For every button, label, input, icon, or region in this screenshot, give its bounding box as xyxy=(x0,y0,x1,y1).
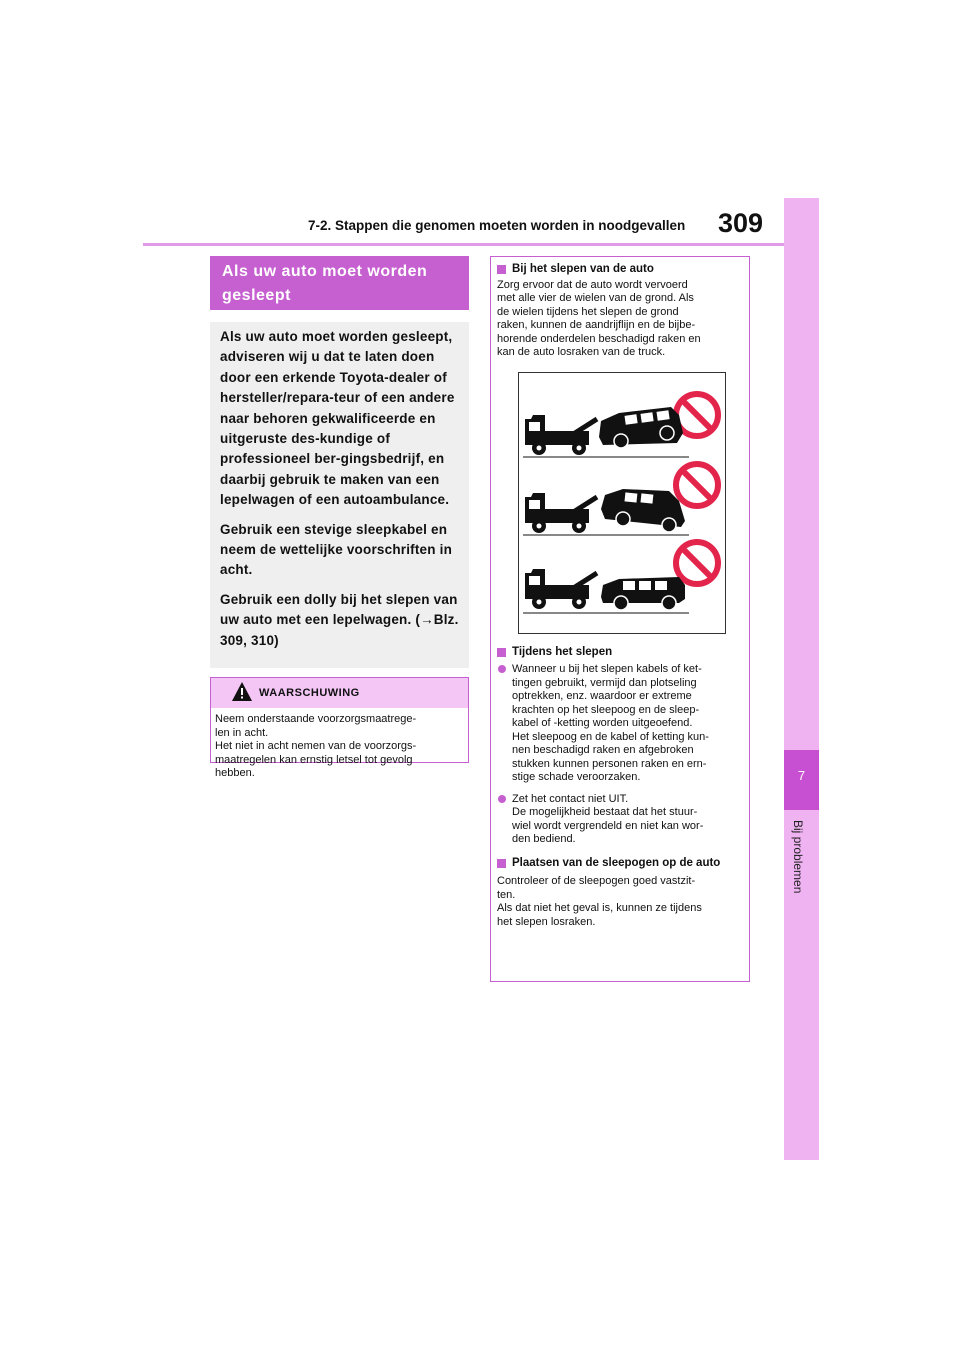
bullet-dot-icon xyxy=(498,795,506,803)
tow-truck-icon xyxy=(525,415,597,455)
list-item xyxy=(497,663,744,785)
section-heading: Als uw auto moet worden gesleept xyxy=(210,256,469,310)
intro-paragraph: Gebruik een stevige sleepkabel en neem de wettelijke voorschriften in acht. xyxy=(220,521,453,578)
tow-hooks-heading xyxy=(497,857,744,871)
warning-triangle-icon xyxy=(231,681,253,702)
towing-heading xyxy=(497,263,744,277)
chapter-label: Bij problemen xyxy=(791,820,805,894)
car-icon xyxy=(601,577,685,610)
tow-hooks-heading-text: Plaatsen van de sleepogen op de auto xyxy=(512,856,721,869)
list-item-text: Wanneer u bij het slepen kabels of ket- tingen gebruikt, vermijd dan plotseling optrekken, enz. waardoor er extreme krachten op het sleepoog en de sleep- kabel of -ketting worden uitgeoefend. Het sleepoog en de kabel of ketting kun- nen beschadigd raken en afgebroken stukken kunnen personen raken en ern- stige schade veroorzaken. xyxy=(512,663,709,783)
towing-illustration xyxy=(518,372,726,634)
page-number: 309 xyxy=(718,208,764,238)
intro-paragraph: Gebruik een dolly bij het slepen van uw auto met een lepelwagen. (→Blz. 309, 310) xyxy=(220,591,459,648)
car-icon xyxy=(601,489,685,532)
prohibited-icon xyxy=(676,464,718,506)
running-header: 7-2. Stappen die genomen moeten worden in noodgevallen xyxy=(308,218,686,233)
towing-info-box xyxy=(490,256,750,982)
tow-truck-icon xyxy=(525,569,597,609)
prohibited-icon xyxy=(676,394,718,436)
square-bullet-icon xyxy=(497,265,506,274)
list-item xyxy=(497,793,744,847)
warning-header xyxy=(211,678,468,708)
car-icon xyxy=(599,407,683,448)
prohibited-icon xyxy=(676,542,718,584)
during-towing-heading-text: Tijdens het slepen xyxy=(512,645,613,658)
tow-truck-icon xyxy=(525,493,597,533)
tow-hooks-text: Controleer of de sleepogen goed vastzit- ten. Als dat niet het geval is, kunnen ze tijdens het slepen losraken. xyxy=(497,875,702,928)
chapter-number: 7 xyxy=(797,768,806,783)
during-towing-heading xyxy=(497,646,744,660)
chapter-side-tab xyxy=(784,198,819,1160)
square-bullet-icon xyxy=(497,859,506,868)
towing-heading-text: Bij het slepen van de auto xyxy=(512,263,654,275)
warning-box xyxy=(210,677,469,779)
warning-text: Neem onderstaande voorzorgsmaatrege- len in acht. Het niet in acht nemen van de voorzorgs- maatregelen kan ernstig letsel tot gevolg hebben. xyxy=(215,713,417,779)
warning-title: WAARSCHUWING xyxy=(259,687,360,699)
intro-paragraph: Als uw auto moet worden gesleept, adviseren wij u dat te laten doen door een erkende Toyota-dealer of hersteller/repara-teur of een andere naar behoren gekwalificeerde en uitgeruste des-kundige of professioneel ber-gingsbedrijf, en daarbij gebruik te maken van een lepelwagen of een autoambulance. xyxy=(220,329,455,508)
towing-methods-figure xyxy=(519,373,725,633)
towing-text: Zorg ervoor dat de auto wordt vervoerd met alle vier de wielen van de grond. Als de wielen tijdens het slepen de grond raken, kunnen de aandrijflijn en de bijbe- horende onderdelen beschadigd raken en kan de auto losraken van de truck. xyxy=(497,278,701,358)
bullet-dot-icon xyxy=(498,665,506,673)
intro-box xyxy=(210,322,469,668)
square-bullet-icon xyxy=(497,648,506,657)
list-item-text: Zet het contact niet UIT. De mogelijkheid bestaat dat het stuur- wiel wordt vergrendeld en niet kan wor- den bediend. xyxy=(512,792,704,845)
header-divider xyxy=(143,243,785,246)
